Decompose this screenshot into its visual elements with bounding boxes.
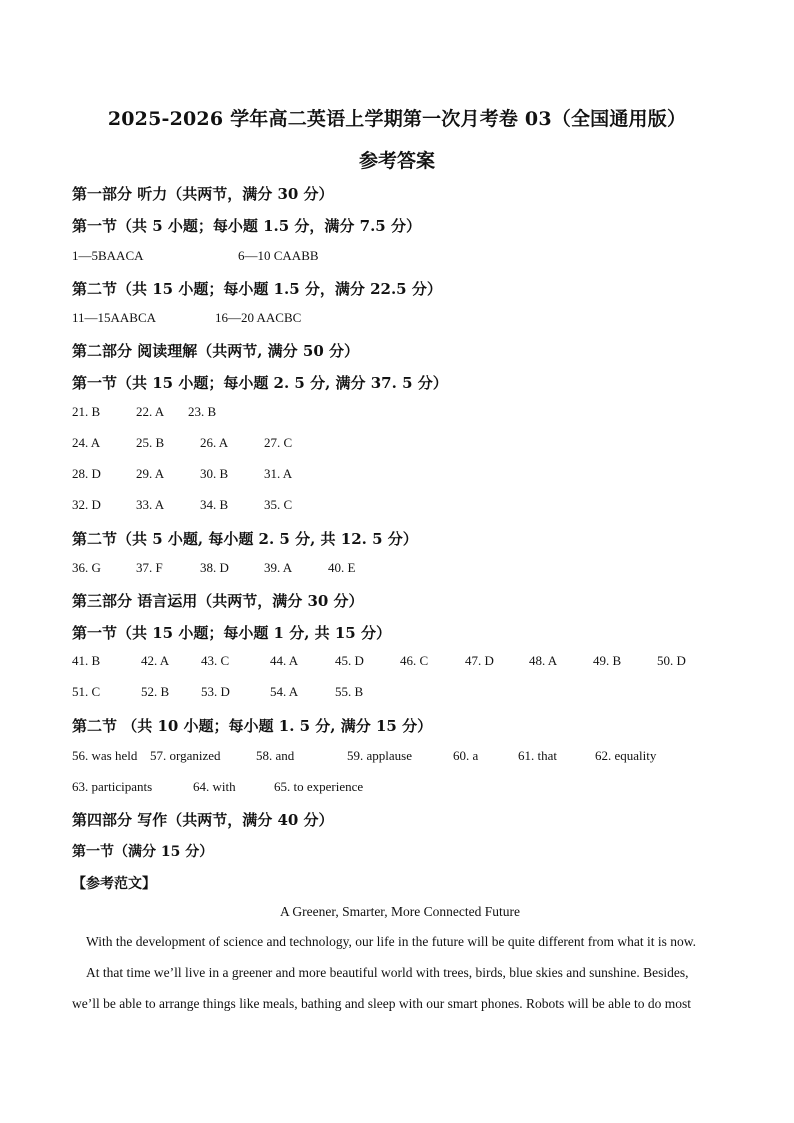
- answer-item: 31. A: [264, 466, 293, 481]
- answer-item: 27. C: [264, 435, 293, 450]
- answer-item: 30. B: [200, 466, 229, 481]
- part2-heading: 第二部分 阅读理解（共两节, 满分 50 分）: [72, 342, 359, 360]
- answer-item: 62. equality: [595, 748, 657, 763]
- part2-sec1-heading: 第一节（共 15 小题；每小题 2. 5 分, 满分 37. 5 分）: [72, 374, 448, 392]
- answer-item: 35. C: [264, 497, 293, 512]
- answer-item: 24. A: [72, 435, 101, 450]
- answer-item: 41. B: [72, 653, 101, 668]
- part3-sec1-row: [72, 653, 686, 669]
- answer-item: 36. G: [72, 560, 101, 575]
- document-subtitle: 参考答案: [358, 150, 435, 172]
- answer-item: 46. C: [400, 653, 429, 668]
- part1-sec2-heading: 第二节（共 15 小题；每小题 1.5 分，满分 22.5 分）: [72, 280, 442, 298]
- part3-sec2-row: [72, 779, 363, 795]
- part2-sec2-row: [72, 560, 355, 576]
- answer-item: 28. D: [72, 466, 101, 481]
- answer-item: 51. C: [72, 684, 101, 699]
- answer-item: 29. A: [136, 466, 165, 481]
- answer-group: 1—5BAACA: [72, 248, 144, 263]
- answer-item: 33. A: [136, 497, 165, 512]
- answer-item: 61. that: [518, 748, 557, 763]
- part3-sec2-heading: 第二节 （共 10 小题；每小题 1. 5 分, 满分 15 分）: [72, 717, 433, 735]
- part1-sec1-answers: [72, 248, 319, 264]
- answer-item: 25. B: [136, 435, 165, 450]
- answer-item: 26. A: [200, 435, 229, 450]
- essay-title: A Greener, Smarter, More Connected Future: [280, 904, 520, 919]
- answer-item: 48. A: [529, 653, 558, 668]
- essay-paragraph-line: we’ll be able to arrange things like meals, bathing and sleep with our smart phones. Robots will be able to do most: [72, 996, 691, 1011]
- sample-essay-label: 【参考范文】: [72, 876, 156, 892]
- part1-sec1-heading: 第一节（共 5 小题；每小题 1.5 分，满分 7.5 分）: [72, 217, 421, 235]
- part2-sec1-row: [72, 404, 216, 420]
- answer-item: 39. A: [264, 560, 293, 575]
- answer-group: 6—10 CAABB: [238, 248, 319, 263]
- answer-item: 60. a: [453, 748, 479, 763]
- answer-item: 63. participants: [72, 779, 153, 794]
- answer-item: 45. D: [335, 653, 364, 668]
- part3-sec1-heading: 第一节（共 15 小题；每小题 1 分, 共 15 分）: [72, 624, 391, 642]
- answer-group: 16—20 AACBC: [215, 310, 302, 325]
- essay-paragraph-line: With the development of science and technology, our life in the future will be quite different from what it is now.: [86, 934, 697, 949]
- answer-item: 54. A: [270, 684, 299, 699]
- answer-item: 47. D: [465, 653, 494, 668]
- answer-item: 55. B: [335, 684, 364, 699]
- part2-sec1-row: [72, 497, 292, 513]
- part4-heading: 第四部分 写作（共两节，满分 40 分）: [72, 811, 334, 829]
- answer-item: 38. D: [200, 560, 229, 575]
- answer-item: 42. A: [141, 653, 170, 668]
- part2-sec1-row: [72, 466, 292, 482]
- answer-item: 49. B: [593, 653, 622, 668]
- answer-group: 11—15AABCA: [72, 310, 157, 325]
- answer-item: 37. F: [136, 560, 163, 575]
- answer-item: 56. was held: [72, 748, 138, 763]
- answer-item: 21. B: [72, 404, 101, 419]
- answer-item: 52. B: [141, 684, 170, 699]
- part2-sec2-heading: 第二节（共 5 小题, 每小题 2. 5 分, 共 12. 5 分）: [72, 530, 418, 548]
- answer-item: 57. organized: [150, 748, 221, 763]
- part3-sec2-row: [72, 748, 656, 764]
- answer-item: 58. and: [256, 748, 295, 763]
- answer-item: 44. A: [270, 653, 299, 668]
- answer-item: 50. D: [657, 653, 686, 668]
- answer-item: 32. D: [72, 497, 101, 512]
- part1-heading: 第一部分 听力（共两节，满分 30 分）: [72, 185, 334, 203]
- part2-sec1-row: [72, 435, 292, 451]
- part1-sec2-answers: [72, 310, 301, 326]
- answer-item: 64. with: [193, 779, 236, 794]
- essay-paragraph-line: At that time we’ll live in a greener and more beautiful world with trees, birds, blue skies and sunshine. Besides,: [86, 965, 689, 980]
- answer-item: 23. B: [188, 404, 217, 419]
- answer-item: 43. C: [201, 653, 230, 668]
- answer-item: 22. A: [136, 404, 165, 419]
- part3-sec1-row: [72, 684, 363, 700]
- answer-item: 40. E: [328, 560, 356, 575]
- answer-item: 53. D: [201, 684, 230, 699]
- answer-item: 59. applause: [347, 748, 412, 763]
- document-title: 2025-2026 学年高二英语上学期第一次月考卷 03（全国通用版）: [107, 108, 687, 130]
- part3-heading: 第三部分 语言运用（共两节，满分 30 分）: [72, 592, 364, 610]
- answer-item: 34. B: [200, 497, 229, 512]
- part4-sec1-heading: 第一节（满分 15 分）: [72, 844, 214, 860]
- answer-item: 65. to experience: [274, 779, 364, 794]
